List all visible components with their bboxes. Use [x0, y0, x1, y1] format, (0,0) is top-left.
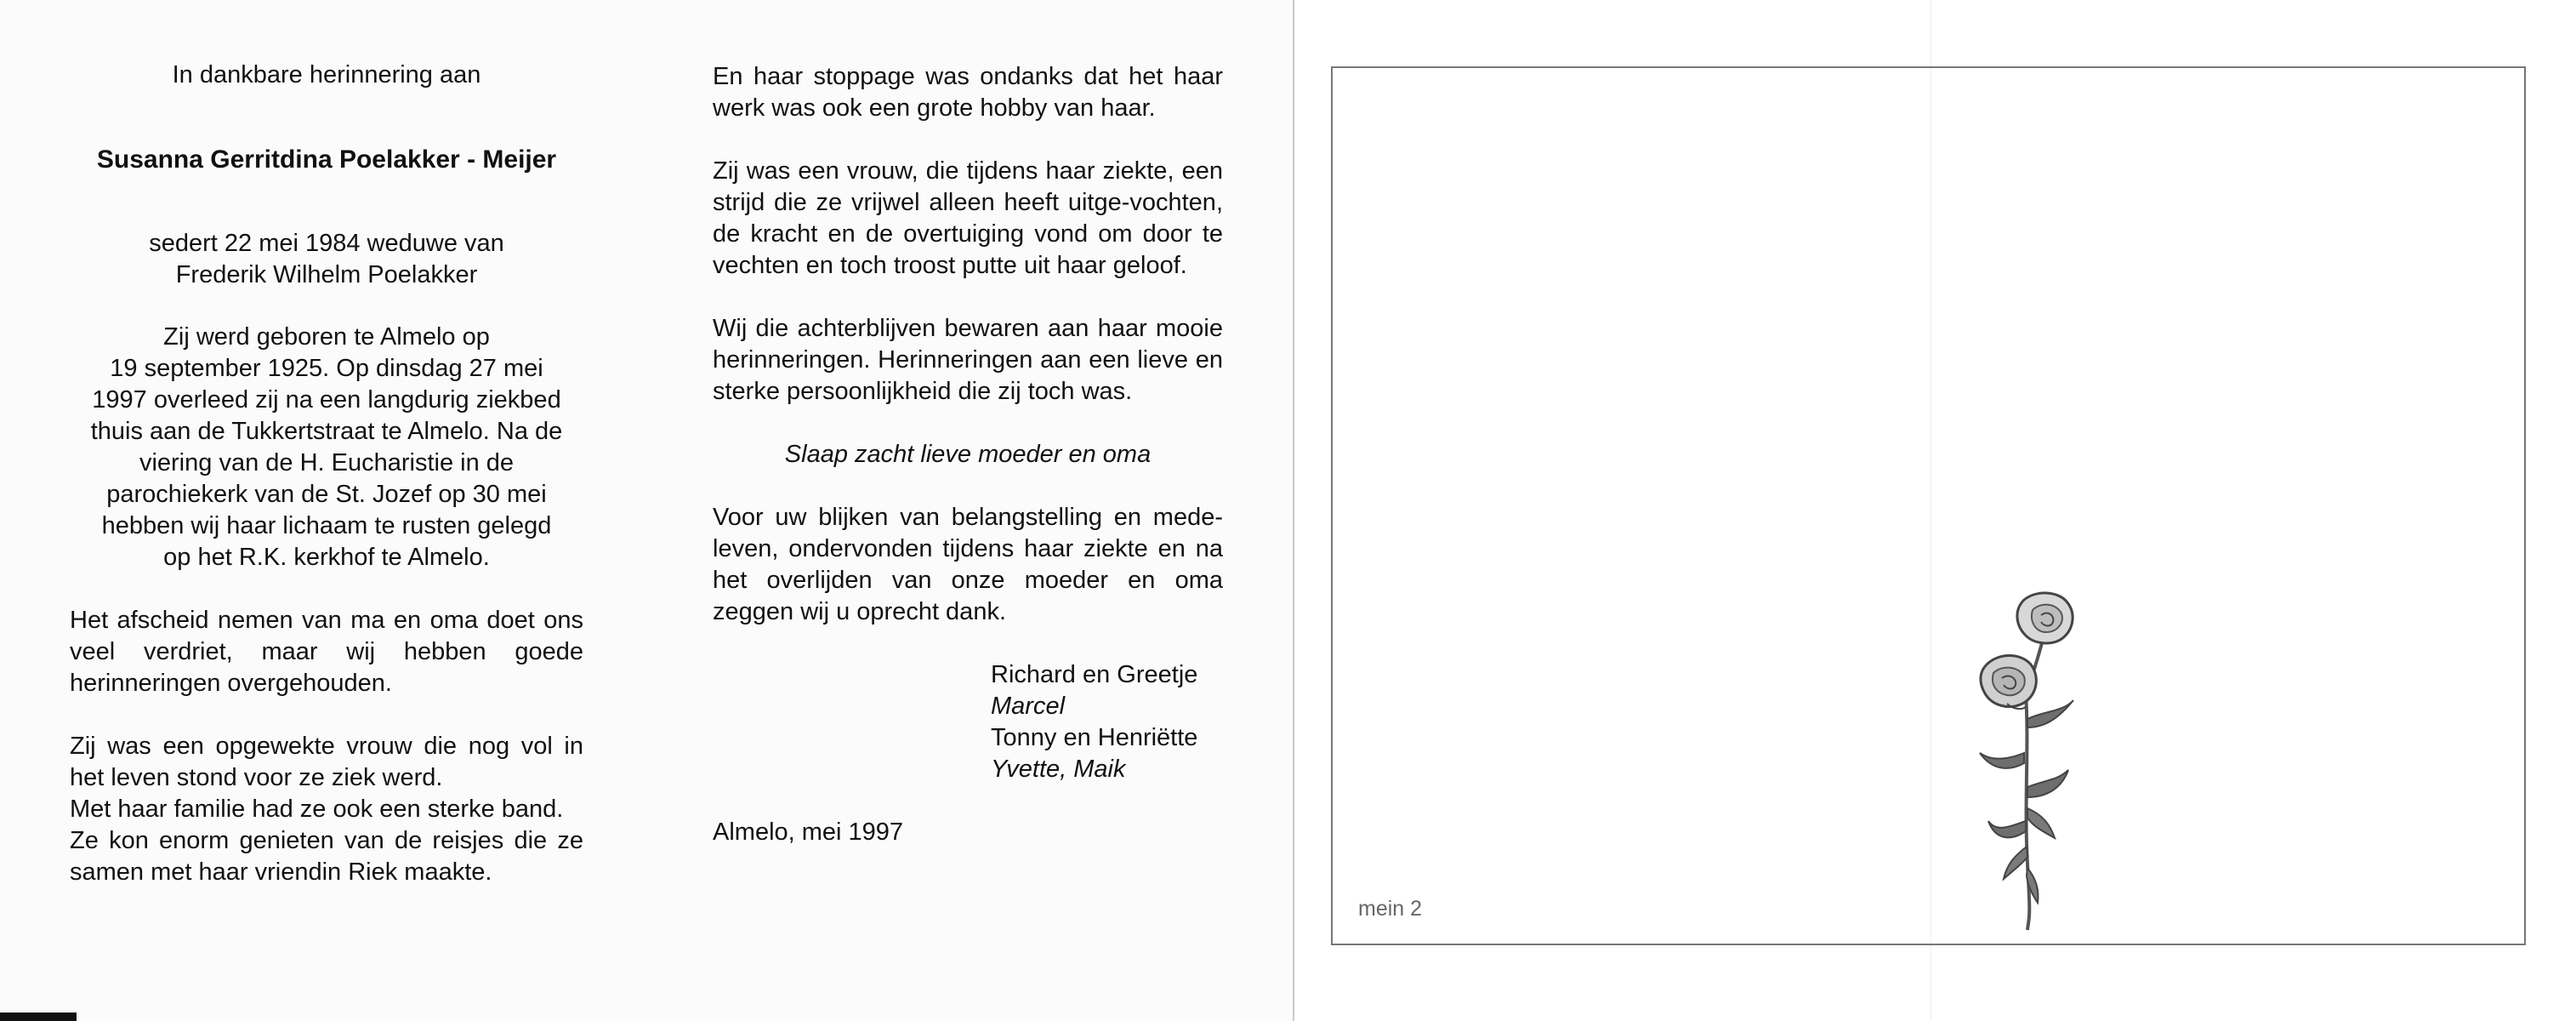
- back-page-frame: [1331, 66, 2526, 945]
- signature-line: Marcel: [991, 693, 1066, 720]
- card-fold-line: [1293, 0, 1294, 1021]
- trips-paragraph: Ze kon enorm genieten van de reisjes die ze samen met haar vriendin Riek maakte.: [70, 827, 583, 886]
- motto: Slaap zacht lieve moeder en oma: [784, 441, 1152, 468]
- farewell-paragraph: Het afscheid nemen van ma en oma doet ons veel verdriet, maar wij hebben goede herinneringen overgehouden.: [70, 607, 583, 697]
- memories-paragraph: Wij die achterblijven bewaren aan haar mooie herinneringen. Herinneringen aan een lieve en sterke persoonlijkheid die zij toch was.: [713, 315, 1223, 405]
- thanks-paragraph: Voor uw blijken van belangstelling en mede-leven, ondervonden tijdens haar ziekte en na het overlijden van onze moeder en oma zeggen wij u oprecht dank.: [713, 504, 1223, 625]
- bio-line: op het R.K. kerkhof te Almelo.: [163, 544, 490, 571]
- right-text-column: [713, 61, 1223, 848]
- bio-line: hebben wij haar lichaam te rusten gelegd: [101, 512, 552, 539]
- widow-block: [70, 228, 583, 291]
- scan-corner-shadow: [0, 1012, 77, 1021]
- widow-line: Frederik Wilhelm Poelakker: [175, 261, 478, 288]
- sewing-paragraph: En haar stoppage was ondanks dat het haar werk was ook een grote hobby van haar.: [713, 63, 1223, 122]
- place-date: Almelo, mei 1997: [713, 819, 904, 846]
- bio-line: parochiekerk van de St. Jozef op 30 mei: [106, 481, 547, 508]
- bio-line: viering van de H. Eucharistie in de: [139, 449, 515, 476]
- left-text-column: [70, 60, 583, 888]
- widow-line: sedert 22 mei 1984 weduwe van: [149, 230, 504, 257]
- illness-paragraph: Zij was een vrouw, die tijdens haar ziekte, een strijd die ze vrijwel alleen heeft uitge-vochten, de kracht en de overtuiging vond om door te vechten en toch troost putte uit haar geloof.: [713, 157, 1223, 279]
- signature-line: Richard en Greetje: [991, 661, 1198, 688]
- biography-block: [70, 322, 583, 573]
- family-paragraph: Met haar familie had ze ook een sterke band.: [70, 796, 564, 823]
- signature-line: Tonny en Henriëtte: [991, 724, 1198, 751]
- bio-line: 1997 overleed zij na een langdurig ziekbed: [92, 386, 561, 414]
- signature-block: [991, 659, 1223, 785]
- lively-paragraph: Zij was een opgewekte vrouw die nog vol in het leven stond voor ze ziek werd.: [70, 733, 583, 791]
- memorial-heading: In dankbare herinnering aan: [172, 61, 481, 88]
- card-label: mein 2: [1358, 897, 1423, 921]
- rose-icon: [1973, 591, 2092, 932]
- bio-line: 19 september 1925. Op dinsdag 27 mei: [110, 355, 543, 382]
- deceased-name: Susanna Gerritdina Poelakker - Meijer: [96, 145, 557, 174]
- bio-line: thuis aan de Tukkertstraat te Almelo. Na de: [90, 418, 563, 445]
- bio-line: Zij werd geboren te Almelo op: [163, 323, 490, 351]
- signature-line: Yvette, Maik: [991, 756, 1126, 783]
